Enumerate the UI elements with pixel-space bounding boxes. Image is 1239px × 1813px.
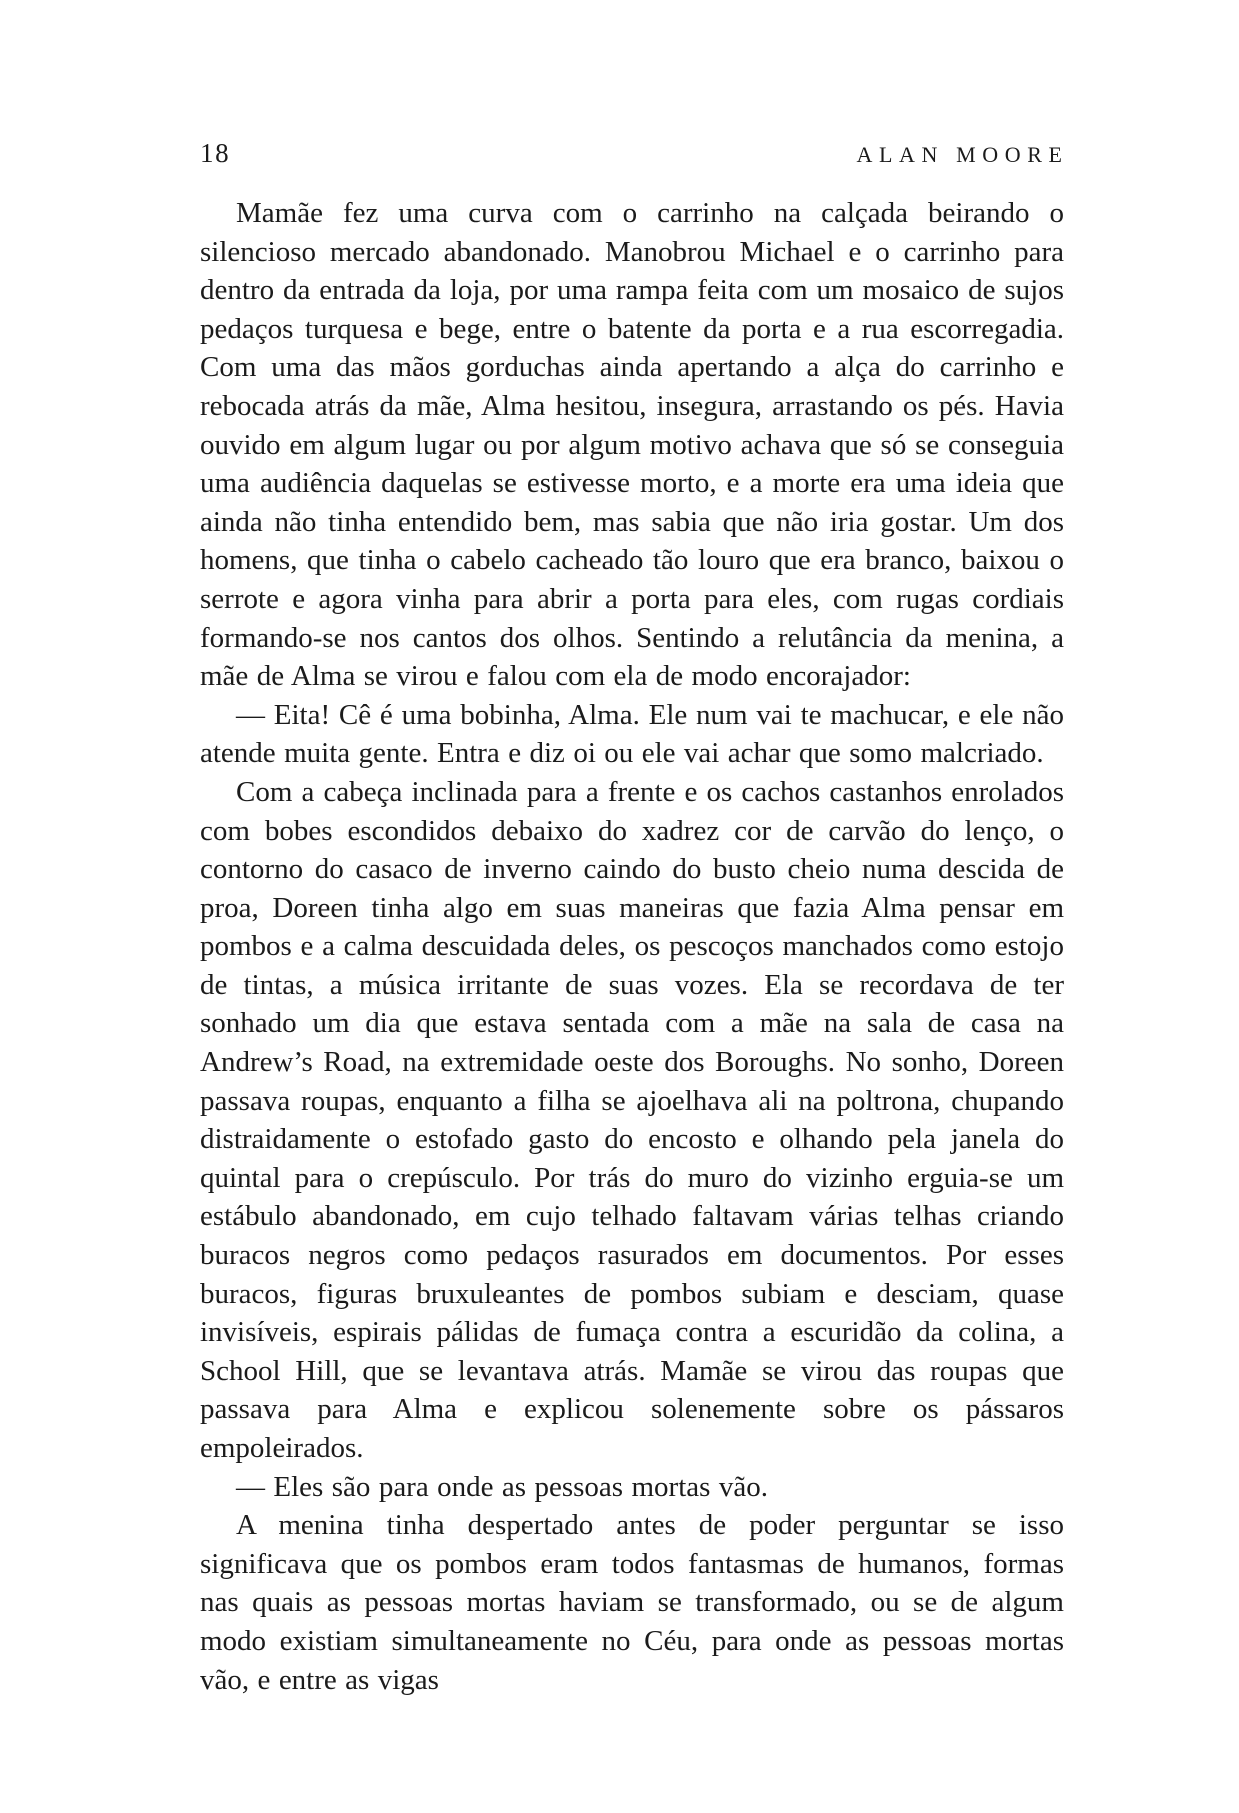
- page-number: 18: [200, 138, 231, 168]
- paragraph: Mamãe fez uma curva com o carrinho na calçada beirando o silencioso mercado abandonado. Manobrou Michael e o carrinho para dentro da entrada da loja, por uma rampa feita com um mosaico de sujos pedaços turquesa e bege, entre o batente da porta e a rua escorregadia. Com uma das mãos gorduchas ainda apertando a alça do carrinho e rebocada atrás da mãe, Alma hesitou, insegura, arrastando os pés. Havia ouvido em algum lugar ou por algum motivo achava que só se conseguia uma audiência daquelas se estivesse morto, e a morte era uma ideia que ainda não tinha entendido bem, mas sabia que não iria gostar. Um dos homens, que tinha o cabelo cacheado tão louro que era branco, baixou o serrote e agora vinha para abrir a porta para eles, com rugas cordiais formando-se nos cantos dos olhos. Sentindo a relutância da menina, a mãe de Alma se virou e falou com ela de modo encorajador:: [200, 197, 1064, 693]
- paragraph: — Eles são para onde as pessoas mortas vão.: [236, 1470, 768, 1503]
- running-head: [200, 138, 1069, 169]
- paragraph: — Eita! Cê é uma bobinha, Alma. Ele num vai te machucar, e ele não atende muita gente. Entra e diz oi ou ele vai achar que somo malcriado.: [200, 698, 1064, 770]
- running-header-author: ALAN MOORE: [856, 142, 1069, 167]
- body-text: [200, 194, 1064, 1699]
- paragraph: Com a cabeça inclinada para a frente e os cachos castanhos enrolados com bobes escondidos debaixo do xadrez cor de carvão do lenço, o contorno do casaco de inverno caindo do busto cheio numa descida de proa, Doreen tinha algo em suas maneiras que fazia Alma pensar em pombos e a calma descuidada deles, os pescoços manchados como estojo de tintas, a música irritante de suas vozes. Ela se recordava de ter sonhado um dia que estava sentada com a mãe na sala de casa na Andrew’s Road, na extremidade oeste dos Boroughs. No sonho, Doreen passava roupas, enquanto a filha se ajoelhava ali na poltrona, chupando distraidamente o estofado gasto do encosto e olhando pela janela do quintal para o crepúsculo. Por trás do muro do vizinho erguia-se um estábulo abandonado, em cujo telhado faltavam várias telhas criando buracos negros como pedaços rasurados em documentos. Por esses buracos, figuras bruxuleantes de pombos subiam e desciam, quase invisíveis, espirais pálidas de fumaça contra a escuridão da colina, a School Hill, que se levantava atrás. Mamãe se virou das roupas que passava para Alma e explicou solenemente sobre os pássaros empoleirados.: [200, 775, 1064, 1464]
- paragraph: A menina tinha despertado antes de poder perguntar se isso significava que os pombos eram todos fantasmas de humanos, formas nas quais as pessoas mortas haviam se transformado, ou se de algum modo existiam simultaneamente no Céu, para onde as pessoas mortas vão, e entre as vigas: [200, 1509, 1064, 1696]
